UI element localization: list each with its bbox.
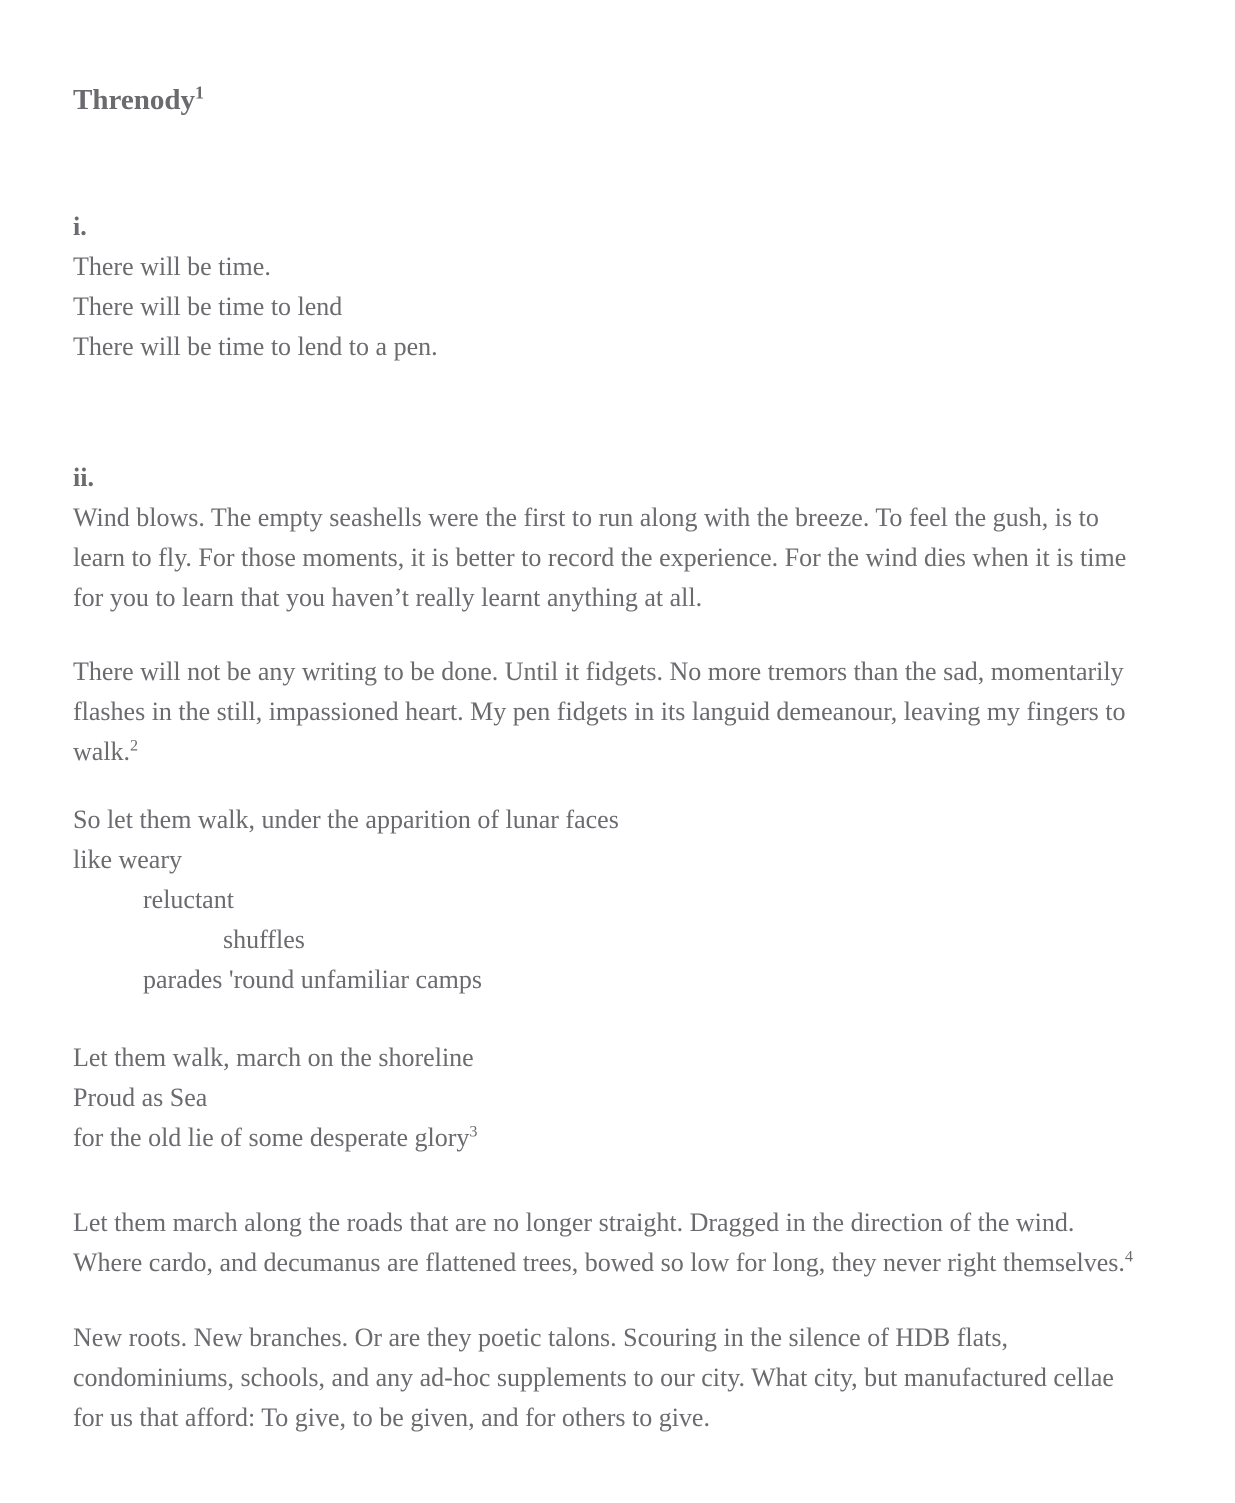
poem-line: So let them walk, under the apparition of lunar faces <box>73 805 619 834</box>
footnote-ref-3: 3 <box>469 1123 478 1141</box>
poem-paragraph-roots: New roots. New branches. Or are they poetic talons. Scouring in the silence of HDB flats, condominiums, schools, and any ad-hoc supplements to our city. What city, but manufactured cellae for us that afford: To give, to be given, and for others to give. <box>73 1323 1114 1432</box>
poem-line: There will be time to lend to a pen. <box>73 332 438 361</box>
poem-content <box>73 83 1136 1438</box>
stanza-walk <box>73 800 1136 1000</box>
footnote-ref-2: 2 <box>130 737 139 755</box>
section-i <box>73 207 1136 367</box>
poem-line: There will be time to lend <box>73 292 343 321</box>
footnote-ref-4: 4 <box>1124 1248 1133 1266</box>
poem-line: Proud as Sea <box>73 1083 208 1112</box>
poem-paragraph-roads <box>73 1203 1136 1283</box>
section-ii-label: ii. <box>73 463 94 492</box>
poem-paragraph-writing <box>73 652 1136 772</box>
poem-line-with-footnote <box>73 1118 1136 1158</box>
stanza-march <box>73 1038 1136 1158</box>
poem-paragraph-text: Let them march along the roads that are no longer straight. Dragged in the direction of the wind. Where cardo, and decumanus are flattened trees, bowed so low for long, they never right themselves. <box>73 1208 1125 1277</box>
poem-line-text: for the old lie of some desperate glory <box>73 1123 470 1152</box>
poem-paragraph-wind: Wind blows. The empty seashells were the first to run along with the breeze. To feel the gush, is to learn to fly. For those moments, it is better to record the experience. For the wind dies when it is time for you to learn that you haven’t really learnt anything at all. <box>73 503 1127 612</box>
poem-paragraph-text: There will not be any writing to be done. Until it fidgets. No more tremors than the sad, momentarily flashes in the still, impassioned heart. My pen fidgets in its languid demeanour, leaving my fingers to walk. <box>73 657 1126 766</box>
poem-line-indented: shuffles <box>223 925 305 954</box>
footnote-ref-1: 1 <box>194 82 204 103</box>
poem-title <box>73 83 1136 118</box>
section-ii <box>73 458 1136 618</box>
poem-line-indented: reluctant <box>143 885 234 914</box>
section-i-label: i. <box>73 212 87 241</box>
poem-title-text: Threnody <box>73 84 195 116</box>
poem-line: There will be time. <box>73 252 271 281</box>
poem-line: Let them walk, march on the shoreline <box>73 1043 474 1072</box>
poem-line-indented: parades 'round unfamiliar camps <box>143 965 482 994</box>
poem-line: like weary <box>73 845 183 874</box>
